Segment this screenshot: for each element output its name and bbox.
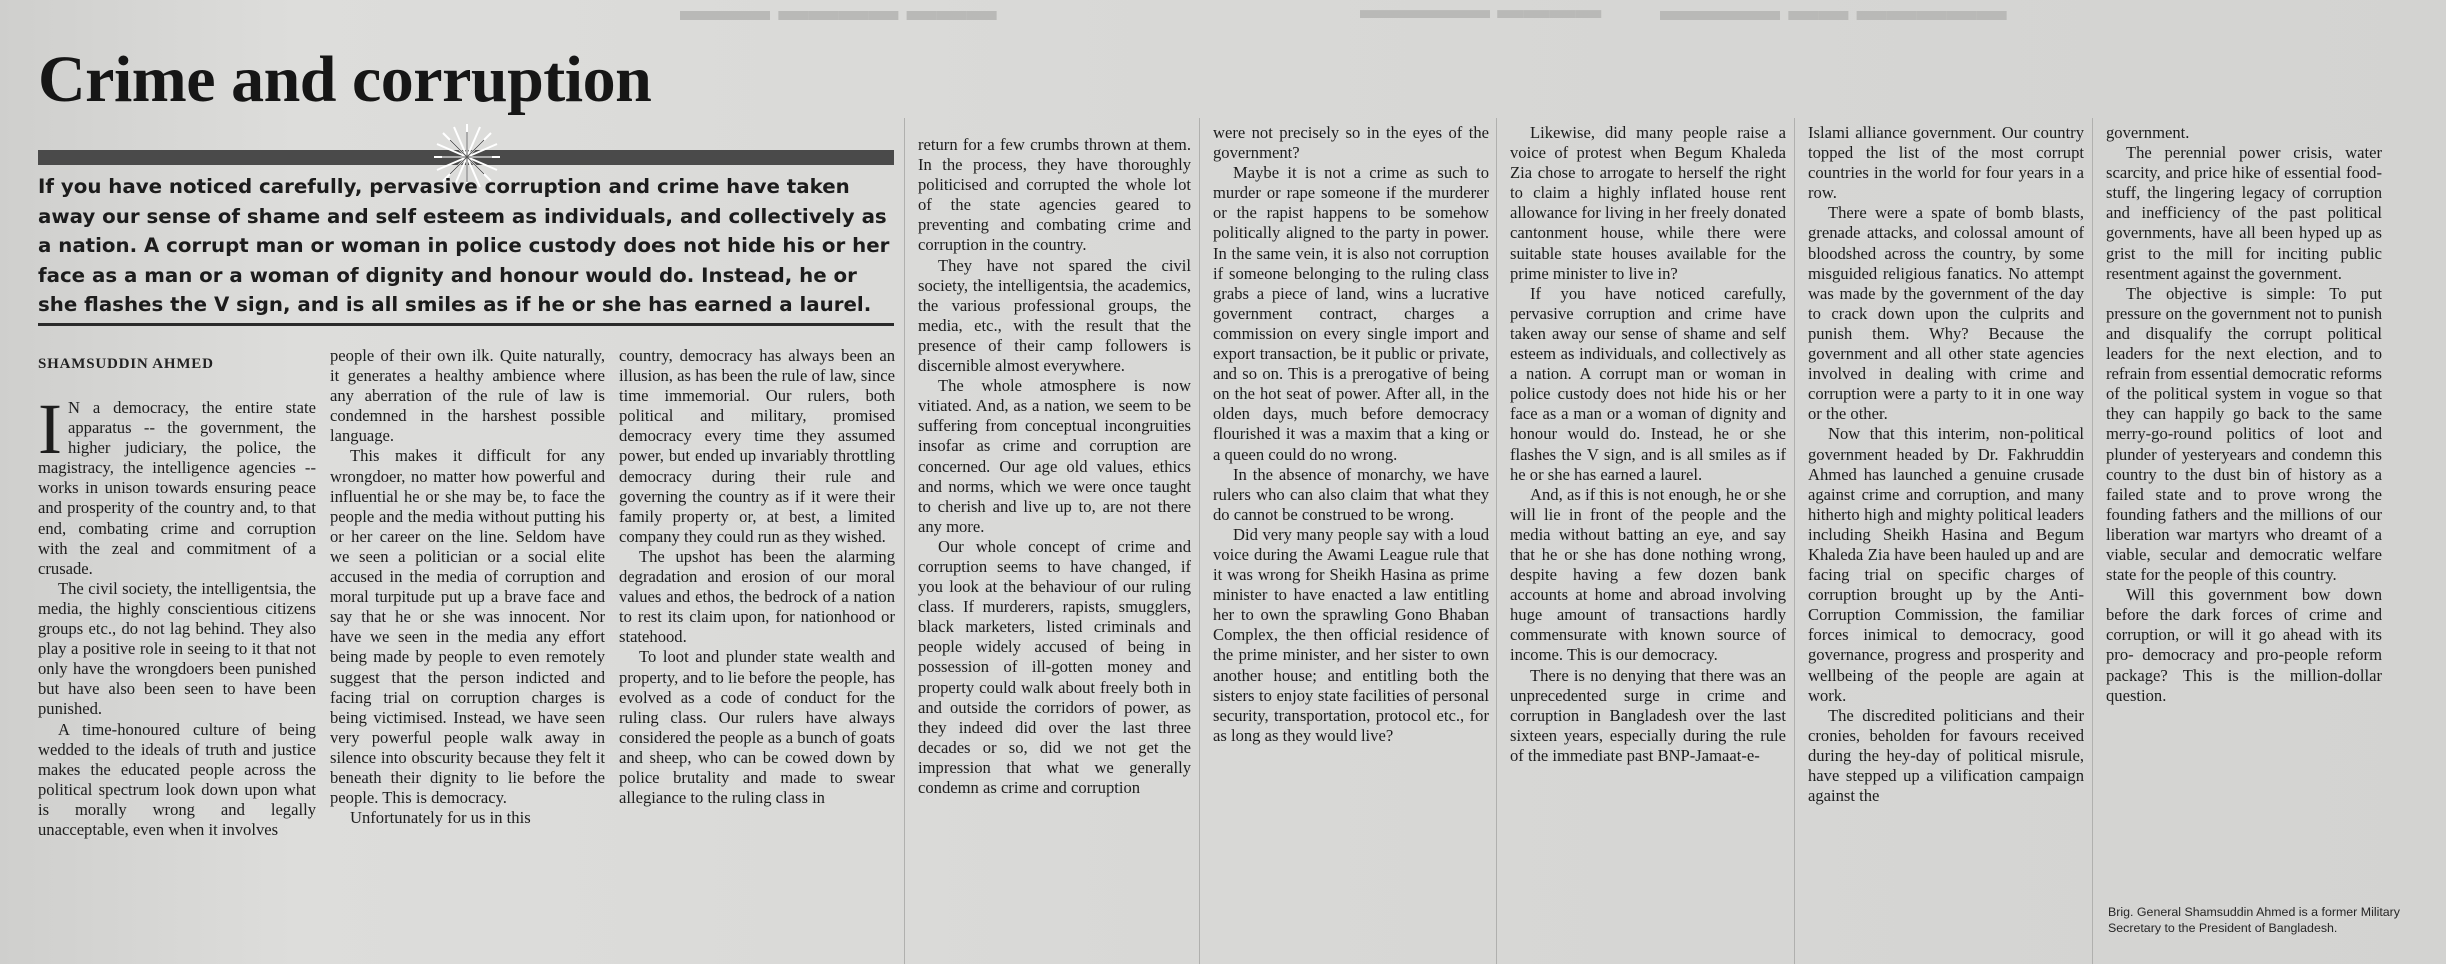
article-paragraph: The objective is simple: To put pressure on the government not to punish and disqualify the corrupt political leaders for the next election, and to refrain from essential democratic reforms of the political system in vogue so that they can happily go back to the same merry-go-round politics of loot and plunder of yesteryears and condemn this country to the dust bin of history as a failed state and to prove wrong the founding fathers and the millions of our liberation war martyrs who dreamt of a viable, secular and democratic welfare state for the people of this country. [2106, 283, 2382, 585]
article-paragraph: were not precisely so in the eyes of the government? [1213, 123, 1489, 163]
article-paragraph: Likewise, did many people raise a voice of protest when Begum Khaleda Zia chose to arrogate to herself the right to claim a highly inflated house rent allowance for living in her freely donated cantonment house, while there were suitable state houses available for the prime minister to live in? [1510, 123, 1786, 283]
column-separator [2092, 118, 2093, 964]
article-paragraph: There is no denying that there was an unprecedented surge in crime and corruption in Bangladesh over the last sixteen years, especially during the rule of the immediate past BNP-Jamaat-e- [1510, 665, 1786, 765]
headline: Crime and corruption [38, 43, 652, 116]
article-column-1 [38, 389, 316, 840]
column-separator [904, 118, 905, 964]
article-paragraph: Islami alliance government. Our country topped the list of the most corrupt countries in the world for four years in a row. [1808, 123, 2084, 203]
article-paragraph [38, 389, 316, 579]
article-paragraph: To loot and plunder state wealth and property, and to lie before the people, has evolved as a code of conduct for the ruling class. Our rulers have always considered the people as a bunch of goats and sheep, who can be cowed down by police brutality and made to swear allegiance to the ruling class in [619, 647, 896, 808]
author-footnote: Brig. General Shamsuddin Ahmed is a former Military Secretary to the President of Bangladesh. [2108, 905, 2400, 935]
article-paragraph: Our whole concept of crime and corruption seems to have changed, if you look at the behaviour of our ruling class. If murderers, rapists, smugglers, black marketers, listed criminals and people widely accused of being in possession of ill-gotten money and property could walk about freely both in and outside the corridors of power, as they indeed did over the last three decades or so, did we not get the impression that what we generally condemn as crime and corruption [918, 536, 1191, 797]
byline: SHAMSUDDIN AHMED [38, 356, 214, 372]
article-paragraph: They have not spared the civil society, the intelligentsia, the academics, the various professional groups, the media, etc., with the result that the presence of their camp followers is discernible almost everywhere. [918, 255, 1191, 376]
paragraph-text: N a democracy, the entire state apparatus -- the government, the higher judiciary, the police, the magistracy, the intelligence agencies -- works in unison towards ensuring peace and prosperity of the country and, to that end, combating crime and corruption with the zeal and commitment of a crusade. [38, 398, 316, 578]
article-column-4 [918, 135, 1191, 798]
article-paragraph: There were a spate of bomb blasts, grenade attacks, and colossal amount of bloodshed across the country, by some misguided religious fanatics. No attempt was made by the government of the day to crack down upon the culprits and punish them. Why? Because the government and all other state agencies involved in dealing with crime and corruption were a party to it in one way or the other. [1808, 203, 2084, 424]
article-paragraph: return for a few crumbs thrown at them. In the process, they have thoroughly politicised and corrupted the whole lot of the state agencies geared to preventing and combating crime and corruption in the country. [918, 135, 1191, 255]
article-paragraph: A time-honoured culture of being wedded to the ideals of truth and justice makes the educated people across the political spectrum look down upon what is morally wrong and legally unacceptable, even when it involves [38, 719, 316, 839]
column-separator [1496, 118, 1497, 964]
article-paragraph: In the absence of monarchy, we have rulers who can also claim that what they do cannot be construed to be wrong. [1213, 464, 1489, 524]
article-paragraph: The civil society, the intelligentsia, the media, the highly conscientious citizens groups etc., do not lag behind. They also play a positive role in seeing to it that not only have the wrongdoers been punished but have also been seen to have been punished. [38, 578, 316, 719]
article-column-3 [619, 346, 895, 808]
article-column-5 [1213, 123, 1489, 746]
article-paragraph: Maybe it is not a crime as such to murder or rape someone if the murderer or the rapist happens to be somehow politically aligned to the party in power. In the same vein, it is also not corruption if someone belonging to the ruling class grabs a piece of land, wins a lucrative government contract, charges a commission on every single import and export transaction, be it public or private, and so on. This is a prerogative of being on the hot seat of power. After all, in the olden days, much before democracy flourished it was a maxim that a king or a queen could do no wrong. [1213, 163, 1489, 464]
article-paragraph: Did very many people say with a loud voice during the Awami League rule that it was wrong for Sheikh Hasina as prime minister to have enacted a law entitling her to own the sprawling Gono Bhaban Complex, the then official residence of the prime minister, and her sister to own another house; and entitling both the sisters to enjoy state facilities of personal security, transportation, protocol etc., for as long as they would live? [1213, 524, 1489, 745]
article-paragraph: And, as if this is not enough, he or she will lie in front of the people and the media without batting an eye, and say that he or she has done nothing wrong, despite having a few dozen bank accounts at home and abroad involving huge amount of transactions hardly commensurate with known source of income. This is our democracy. [1510, 484, 1786, 665]
drop-cap: I [38, 389, 62, 469]
article-paragraph: The discredited politicians and their cronies, beholden for favours received during the hey-day of political misrule, have stepped up a vilification campaign against the [1808, 705, 2084, 806]
article-column-6 [1510, 123, 1786, 766]
article-paragraph: The perennial power crisis, water scarcity, and price hike of essential food-stuff, the lingering legacy of corruption and inefficiency of the past political governments, have all been hyped up as grist to the mill for inciting public resentment against the government. [2106, 143, 2382, 283]
adjacent-page-bleed: ▬▬▬ ▬▬▬▬ ▬▬▬ ▬▬▬▬▬ ▬▬▬▬ ▬▬▬▬ ▬▬ ▬▬▬▬▬ [680, 0, 2007, 27]
column-separator [1794, 118, 1795, 964]
deck-rule [38, 323, 894, 326]
article-paragraph: The upshot has been the alarming degradation and erosion of our moral values and ethos, the bedrock of a nation to rest its claim upon, for nationhood or statehood. [619, 546, 895, 647]
article-paragraph: If you have noticed carefully, pervasive corruption and crime have taken away our sense of shame and self esteem as individuals, and collectively as a nation. A corrupt man or woman in police custody does not hide his or her face as a man or a woman of dignity and honour would do. Instead, he or she flashes the V sign, and is all smiles as if he or she has earned a laurel. [1510, 283, 1786, 484]
article-paragraph: This makes it difficult for any wrongdoer, no matter how powerful and influential he or she may be, to face the people and the media without putting his or her career on the line. Seldom have we seen a politician or a social elite accused in the media of corruption and moral turpitude put up a brave face and say that he or she was innocent. Nor have we seen in the media any effort being made by people to even remotely suggest that the person indicted and facing trial on corruption charges is being victimised. Instead, we have seen very powerful people walk away in silence into obscurity because they felt it beneath their dignity to lie before the people. This is democracy. [330, 446, 605, 808]
article-paragraph: government. [2106, 123, 2190, 142]
article-paragraph: Now that this interim, non-political government headed by Dr. Fakhruddin Ahmed has launched a genuine crusade against crime and corruption, and many hitherto high and mighty political leaders including Sheikh Hasina and Begum Khaleda Zia have been hauled up and are facing trial on specific charges of corruption brought up by the Anti- Corruption Commission, the familiar forces inimical to democracy, good governance, progress and prosperity and wellbeing of the people are again at work. [1808, 424, 2084, 705]
article-column-7 [1808, 123, 2084, 806]
article-paragraph: Will this government bow down before the dark forces of crime and corruption, or will it go ahead with its pro- democracy and pro-people reform package? This is the million-dollar question. [2106, 585, 2382, 705]
article-deck: If you have noticed carefully, pervasive corruption and crime have taken away our sense of shame and self esteem as individuals, and collectively as a nation. A corrupt man or woman in police custody does not hide his or her face as a man or a woman of dignity and honour would do. Instead, he or she flashes the V sign, and is all smiles as if he or she has earned a laurel. [38, 175, 890, 316]
article-paragraph: country, democracy has always been an illusion, as has been the rule of law, since time immemorial. Our rulers, both political and military, promised democracy every time they assumed power, but ended up invariably throttling democracy during their rule and governing the country as if it were their family property or, at best, a limited company they could run as they wished. [619, 346, 895, 546]
article-paragraph: Unfortunately for us in this [350, 808, 531, 828]
column-separator [1199, 118, 1200, 964]
article-paragraph: people of their own ilk. Quite naturally, it generates a healthy ambience where any aberration of the rule of law is condemned in the harshest possible language. [330, 346, 605, 446]
article-column-8 [2106, 123, 2382, 706]
article-column-2 [330, 346, 605, 828]
article-paragraph: The whole atmosphere is now vitiated. And, as a nation, we seem to be suffering from conceptual incongruities insofar as crime and corruption are concerned. Our age old values, ethics and norms, which we were once taught to cherish and live up to, are not there any more. [918, 376, 1191, 536]
